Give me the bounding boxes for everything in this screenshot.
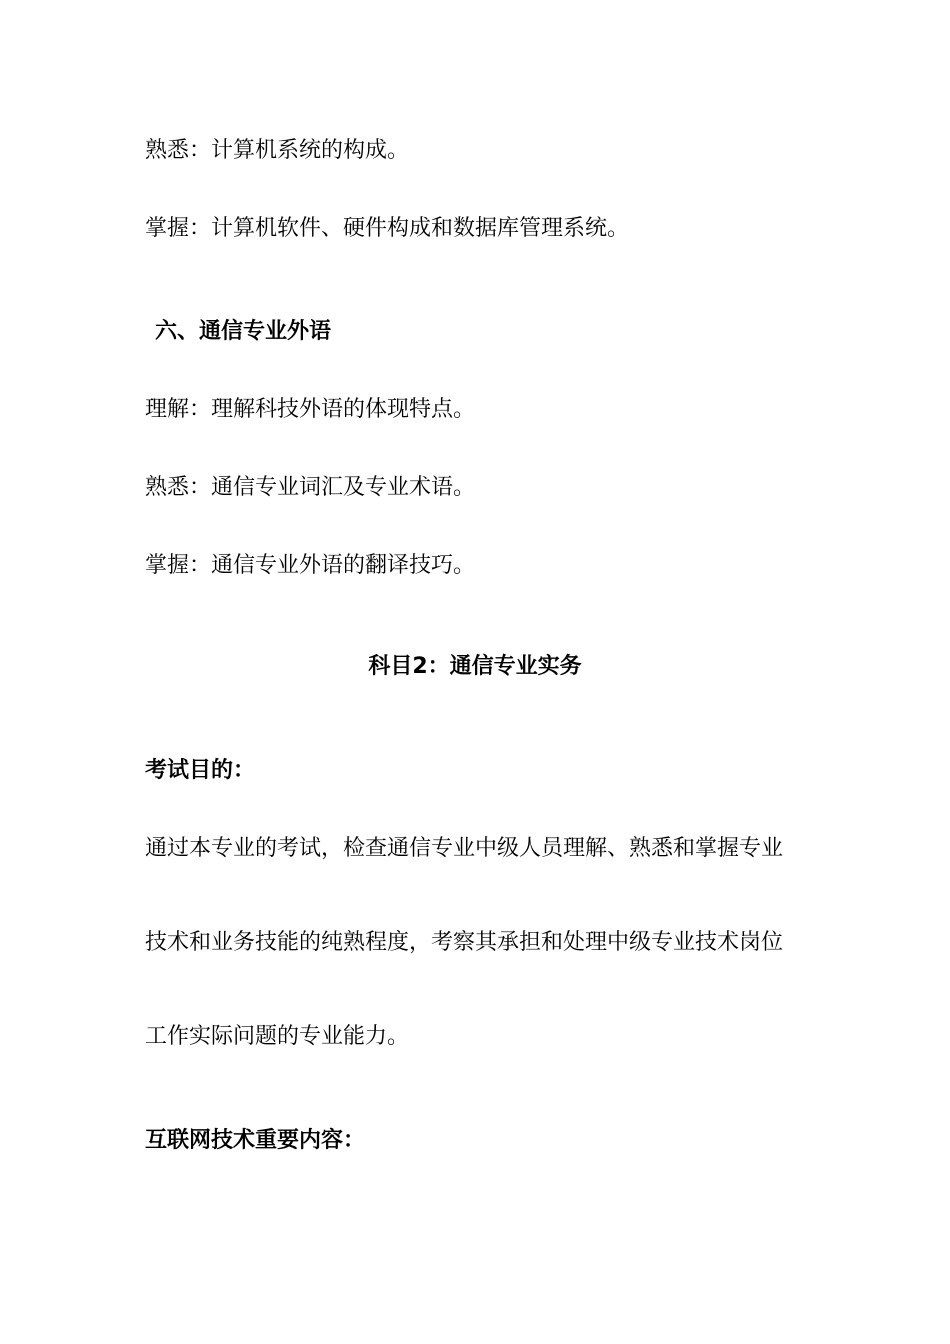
requirement-familiar-computer-system: 熟悉：计算机系统的构成。 [145, 138, 410, 163]
exam-purpose-paragraph-line: 工作实际问题的专业能力。 [145, 1024, 410, 1049]
section-heading-foreign-language: 六、通信专业外语 [155, 319, 332, 344]
requirement-familiar-terminology: 熟悉：通信专业词汇及专业术语。 [145, 475, 476, 500]
exam-purpose-heading: 考试目的： [145, 758, 256, 783]
exam-purpose-paragraph-line: 技术和业务技能的纯熟程度，考察其承担和处理中级专业技术岗位 [145, 930, 784, 955]
requirement-master-computer-hardware-software: 掌握：计算机软件、硬件构成和数据库管理系统。 [145, 216, 630, 241]
requirement-master-translation: 掌握：通信专业外语的翻译技巧。 [145, 553, 476, 578]
exam-purpose-paragraph-line: 通过本专业的考试，检查通信专业中级人员理解、熟悉和掌握专业 [145, 836, 784, 861]
internet-tech-heading: 互联网技术重要内容： [145, 1128, 366, 1153]
requirement-understand-foreign-language: 理解：理解科技外语的体现特点。 [145, 397, 476, 422]
subject-title: 科目2：通信专业实务 [368, 654, 582, 679]
